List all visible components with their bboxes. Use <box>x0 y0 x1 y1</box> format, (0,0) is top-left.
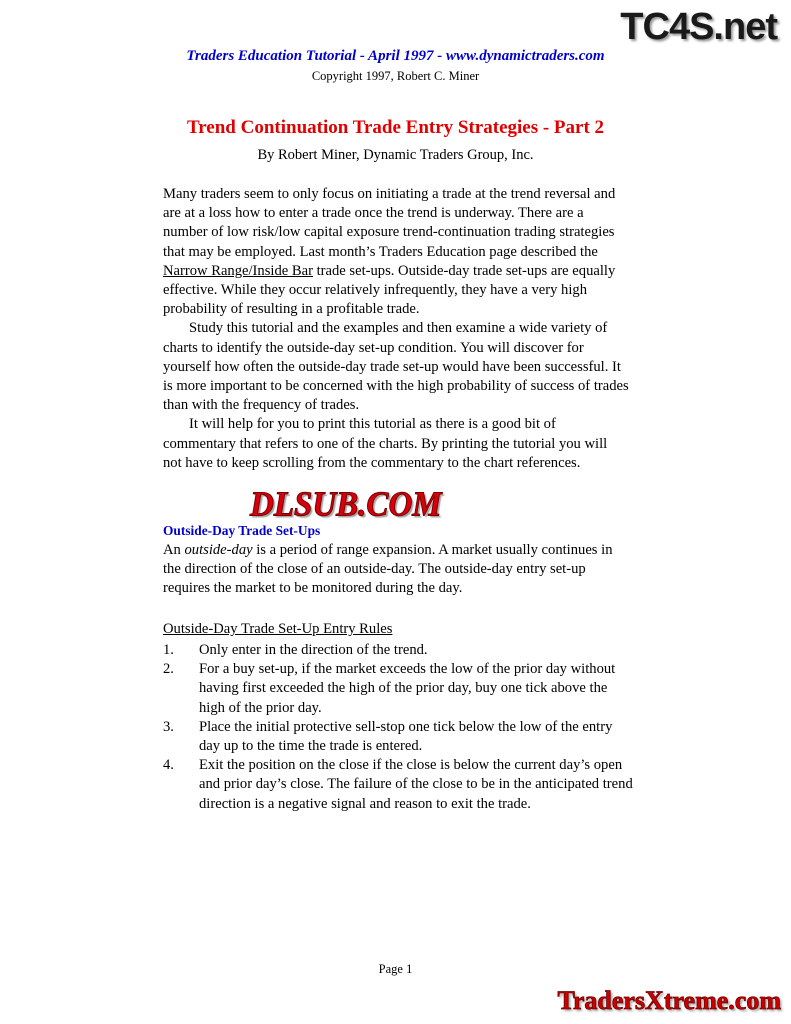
byline: By Robert Miner, Dynamic Traders Group, Inc. <box>257 147 534 163</box>
section-body-outside-day <box>163 541 633 599</box>
list-item-number: 4. <box>163 757 174 774</box>
list-item-number: 2. <box>163 661 174 678</box>
section-text-a: An <box>163 542 185 558</box>
list-item-text: Place the initial protective sell-stop one tick below the low of the entry day up to the time the trade is entered. <box>199 718 613 755</box>
body-text <box>163 185 629 473</box>
rules-heading: Outside-Day Trade Set-Up Entry Rules <box>163 621 393 637</box>
list-item <box>163 660 633 718</box>
page-title: Trend Continuation Trade Entry Strategies - Part 2 <box>186 117 605 138</box>
tutorial-header-line: Traders Education Tutorial - April 1997 - www.dynamictraders.com <box>186 48 605 64</box>
paragraph-3: It will help for you to print this tutorial as there is a good bit of commentary that refers to one of the charts. By printing the tutorial you will not have to keep scrolling from the commentary to the chart references. <box>163 416 608 471</box>
list-item-text: Exit the position on the close if the close is below the current day’s open and prior day’s close. The failure of the close to be in the anticipated trend direction is a negative signal and reason to exit the trade. <box>199 757 633 812</box>
section-text-emphasis: outside-day <box>184 542 253 558</box>
list-item <box>163 641 633 660</box>
section-heading-outside-day: Outside-Day Trade Set-Ups <box>163 523 321 538</box>
list-item-text: Only enter in the direction of the trend. <box>199 642 428 658</box>
list-item-text: For a buy set-up, if the market exceeds the low of the prior day without having first exceeded the high of the prior day, buy one tick above the high of the prior day. <box>199 661 616 716</box>
list-item <box>163 718 633 756</box>
list-item-number: 3. <box>163 718 174 735</box>
paragraph-2: Study this tutorial and the examples and then examine a wide variety of charts to identify the outside-day set-up condition. You will discover for yourself how often the outside-day trade set-up would have been successful. It is more important to be concerned with the high probability of success of trades than with the frequency of trades. <box>163 320 629 414</box>
paragraph-1-part-a: Many traders seem to only focus on initiating a trade at the trend reversal and are at a loss how to enter a trade once the trend is underway. There are a number of low risk/low capital exposure trend-continuation trading strategies that may be employed. Last month’s Traders Education page described the <box>163 186 616 260</box>
watermark-tc4s: TC4S.net <box>620 6 777 48</box>
copyright-line: Copyright 1997, Robert C. Miner <box>311 69 480 83</box>
paragraph-1-part-b: trade set-ups. Outside-day trade set-ups are equally effective. While they occur relatively infrequently, they have a very high probability of resulting in a profitable trade. <box>163 262 616 318</box>
narrow-range-inside-bar-link[interactable]: Narrow Range/Inside Bar <box>163 262 313 279</box>
page-number: Page 1 <box>378 962 413 976</box>
rules-list <box>163 641 633 814</box>
list-item-number: 1. <box>163 642 174 658</box>
section-text-b: is a period of range expansion. A market usually continues in the direction of the close of an outside-day. The outside-day entry set-up requires the market to be monitored during the day. <box>163 542 613 597</box>
paragraph-1 <box>163 185 629 319</box>
watermark-dlsub: DLSUB.COM <box>250 486 442 524</box>
list-item <box>163 756 633 814</box>
watermark-tradersxtreme: TradersXtreme.com <box>557 986 781 1015</box>
